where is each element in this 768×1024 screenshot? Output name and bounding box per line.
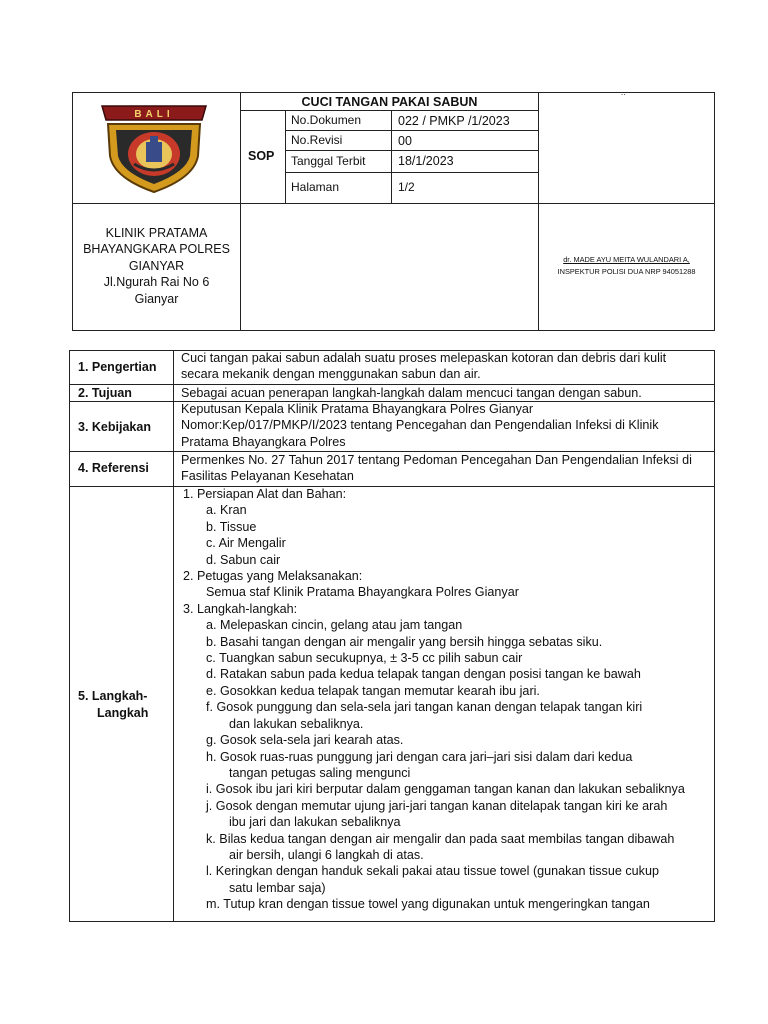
referensi-text [181,452,692,485]
section-label-kebijakan: 3. Kebijakan [78,420,151,434]
list-item: m. Tutup kran dengan tissue towel yang digunakan untuk mengeringkan tangan [206,897,650,912]
field-value-halaman: 1/2 [398,180,415,194]
step-heading: 1. Persiapan Alat dan Bahan: [183,487,347,501]
signer-name: dr. MADE AYU MEITA WULANDARI A, [563,255,690,264]
clinic-line: BHAYANGKARA POLRES [83,242,230,257]
step-heading: 2. Petugas yang Melaksanakan: [183,569,363,584]
list-item: a. Melepaskan cincin, gelang atau jam tangan [206,618,463,633]
field-label-halaman: Halaman [291,180,340,194]
clinic-line: GIANYAR [128,258,185,273]
text-line: Fasilitas Pelayanan Kesehatan [181,469,354,484]
sop-label: SOP [248,149,275,163]
pengertian-text [181,350,666,383]
text-line: Pratama Bhayangkara Polres [181,434,346,449]
clinic-line: Gianyar [134,291,179,306]
logo-banner-text: BALI [134,109,174,120]
clinic-address [73,225,240,307]
list-item: b. Tissue [206,519,257,534]
field-label-no-dokumen: No.Dokumen [291,113,362,127]
clinic-line: KLINIK PRATAMA [105,226,208,240]
list-item-continued: ibu jari dan lakukan sebaliknya [229,815,401,830]
field-value-tanggal-terbit: 18/1/2023 [398,154,454,168]
text-line: Nomor:Kep/017/PMKP/I/2023 tentang Pencegahan dan Pengendalian Infeksi di Klinik [181,418,659,433]
list-item-continued: tangan petugas saling mengunci [229,765,411,780]
langkah-steps [183,486,711,913]
text-line: Cuci tangan pakai sabun adalah suatu proses melepaskan kotoran dan debris dari kulit [181,351,667,365]
list-item: j. Gosok dengan memutar ujung jari-jari tangan kanan ditelapak tangan kiri ke arah [206,798,668,813]
list-item: b. Basahi tangan dengan air mengalir yang bersih hingga sebatas siku. [206,634,603,649]
section-label-referensi: 4. Referensi [78,461,149,475]
signer-title: INSPEKTUR POLISI DUA NRP 94051288 [557,267,696,276]
section-label-pengertian: 1. Pengertian [78,360,157,374]
text-line: Permenkes No. 27 Tahun 2017 tentang Pedoman Pencegahan Dan Pengendalian Infeksi di [181,453,692,467]
top-mark: .. [621,88,626,97]
text-line: Sebagai acuan penerapan langkah-langkah dalam mencuci tangan dengan sabun. [181,386,642,400]
police-badge-logo [98,98,210,194]
kebijakan-text [181,401,659,450]
list-item-continued: air bersih, ulangi 6 langkah di atas. [229,847,424,862]
document-title: CUCI TANGAN PAKAI SABUN [301,95,478,109]
list-item: Semua staf Klinik Pratama Bhayangkara Polres Gianyar [206,585,519,600]
list-item-continued: satu lembar saja) [229,880,326,895]
list-item: e. Gosokkan kedua telapak tangan memutar kearah ibu jari. [206,683,540,698]
step-heading: 3. Langkah-langkah: [183,601,298,616]
field-value-no-revisi: 00 [398,134,412,148]
field-label-no-revisi: No.Revisi [291,133,343,147]
field-value-no-dokumen: 022 / PMKP /1/2023 [398,114,510,128]
list-item: c. Air Mengalir [206,536,286,551]
field-label-tanggal-terbit: Tanggal Terbit [291,154,366,168]
list-item: c. Tuangkan sabun secukupnya, ± 3-5 cc pilih sabun cair [206,651,523,666]
text-line: Keputusan Kepala Klinik Pratama Bhayangkara Polres Gianyar [181,402,534,416]
list-item: g. Gosok sela-sela jari kearah atas. [206,733,404,748]
list-item: k. Bilas kedua tangan dengan air mengalir dan pada saat membilas tangan dibawah [206,831,675,846]
section-label-tujuan: 2. Tujuan [78,386,132,400]
text-line: secara mekanik dengan menggunakan sabun dan air. [181,367,481,382]
list-item: d. Sabun cair [206,552,281,567]
list-item: h. Gosok ruas-ruas punggung jari dengan cara jari–jari sisi dalam dari kedua [206,749,633,764]
clinic-line: Jl.Ngurah Rai No 6 [103,275,210,290]
list-item: a. Kran [206,503,247,518]
list-item: l. Keringkan dengan handuk sekali pakai atau tissue towel (gunakan tissue cukup [206,864,659,879]
section-label-langkah-2: Langkah [97,706,149,720]
list-item: f. Gosok punggung dan sela-sela jari tangan kanan dengan telapak tangan kiri [206,700,643,715]
list-item-continued: dan lakukan sebaliknya. [229,716,364,731]
section-label-langkah-1: 5. Langkah- [78,689,148,703]
list-item: d. Ratakan sabun pada kedua telapak tangan dengan posisi tangan ke bawah [206,667,641,682]
tujuan-text [181,385,642,401]
list-item: i. Gosok ibu jari kiri berputar dalam genggaman tangan kanan dan lakukan sebaliknya [206,782,685,797]
